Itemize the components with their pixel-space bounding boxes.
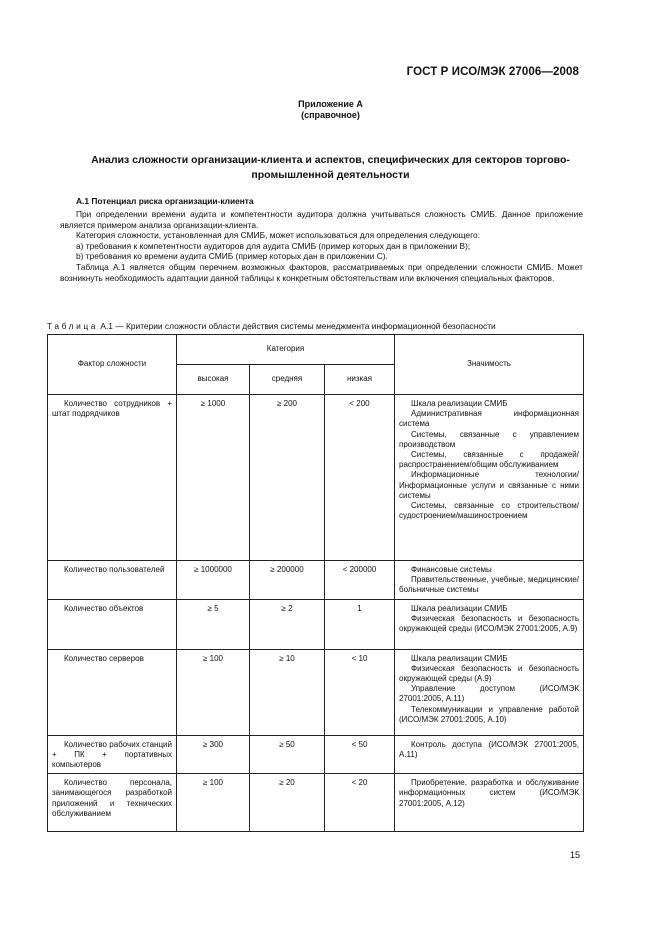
header-low: низкая (325, 365, 395, 395)
medium-value: ≥ 50 (250, 735, 325, 774)
medium-value: ≥ 200 (250, 395, 325, 561)
significance-item: Финансовые системы (411, 565, 492, 574)
low-value: < 200000 (325, 561, 395, 600)
low-value: 1 (325, 599, 395, 649)
factor-cell: Количество рабочих станций + ПК + портативных компьютеров (48, 735, 177, 774)
significance-cell (395, 735, 584, 774)
medium-value: ≥ 2 (250, 599, 325, 649)
low-value: < 50 (325, 735, 395, 774)
high-value: ≥ 100 (177, 649, 250, 735)
significance-item: Системы, связанные со строительством/судостроением/машиностроением (399, 501, 579, 521)
factor-cell: Количество пользователей (48, 561, 177, 600)
significance-item: Системы, связанные с продажей/распространением/общим обслуживанием (399, 450, 579, 470)
table-caption-word: Таблица (47, 321, 99, 331)
page-number: 15 (570, 850, 581, 860)
significance-item: Телекоммуникации и управление работой (ИСО/МЭК 27001:2005, А.10) (399, 704, 579, 724)
significance-item: Шкала реализации СМИБ (411, 603, 508, 613)
significance-item: Контроль доступа (ИСО/МЭК 27001:2005, А.11) (399, 739, 579, 759)
table-row (48, 395, 584, 561)
annex-type: (справочное) (301, 110, 360, 120)
header-medium: средняя (250, 365, 325, 395)
significance-cell (395, 395, 584, 561)
factor-cell: Количество сотрудников + штат подрядчиков (48, 395, 177, 561)
significance-item: Системы, связанные с управлением производством (399, 429, 579, 449)
significance-item: Шкала реализации СМИБ (411, 399, 508, 408)
high-value: ≥ 1000 (177, 395, 250, 561)
table-row (48, 561, 584, 600)
table-caption-text: А.1 — Критерии сложности области действия системы менеджмента информационной безопасности (100, 321, 496, 331)
medium-value: ≥ 20 (250, 774, 325, 832)
paragraph: b) требования ко времени аудита СМИБ (пример которых дан в приложении C). (76, 251, 388, 262)
paragraph: Таблица А.1 является общим перечнем возможных факторов, рассматриваемых при определении сложности СМИБ. Может возникнуть необходимость адаптации данной таблицы к конкретным обстоятельствам или включения специальных факторов. (60, 261, 583, 283)
significance-item: Управление доступом (ИСО/МЭК 27001:2005, А.11) (399, 684, 579, 704)
low-value: < 10 (325, 649, 395, 735)
header-significance: Значимость (395, 335, 584, 395)
table-row (48, 774, 584, 832)
section-heading: А.1 Потенциал риска организации-клиента (76, 196, 254, 206)
significance-item: Административная информационная система (399, 409, 579, 429)
significance-item: Правительственные, учебные, медицинские/больничные системы (399, 575, 579, 595)
factor-cell: Количество объектов (48, 599, 177, 649)
high-value: ≥ 300 (177, 735, 250, 774)
table-caption (47, 321, 496, 331)
significance-item: Информационные технологии/Информационные услуги и связанные с ними системы (399, 470, 579, 500)
significance-cell (395, 599, 584, 649)
high-value: ≥ 1000000 (177, 561, 250, 600)
document-standard-number: ГОСТ Р ИСО/МЭК 27006—2008 (406, 66, 579, 78)
low-value: < 200 (325, 395, 395, 561)
header-factor: Фактор сложности (48, 335, 177, 395)
factor-cell: Количество персонала, занимающегося разработкой приложений и технических обслуживанием (48, 774, 177, 832)
annex-title (0, 99, 661, 121)
significance-item: Приобретение, разработка и обслуживание информационных систем (ИСО/МЭК 27001:2005, А.12) (399, 778, 579, 808)
low-value: < 20 (325, 774, 395, 832)
annex-label: Приложение А (298, 99, 363, 109)
table-row (48, 599, 584, 649)
high-value: ≥ 100 (177, 774, 250, 832)
high-value: ≥ 5 (177, 599, 250, 649)
paragraph: При определении времени аудита и компетентности аудитора должна учитываться сложность СМИБ. Данное приложение является примером анализа организации-клиента. (60, 209, 583, 230)
table-row (48, 735, 584, 774)
body-text (60, 209, 583, 283)
paragraph: a) требования к компетентности аудиторов для аудита СМИБ (пример которых дан в приложении B); (76, 240, 471, 251)
medium-value: ≥ 200000 (250, 561, 325, 600)
significance-cell (395, 774, 584, 832)
significance-item: Физическая безопасность и безопасность окружающей среды (А.9) (399, 663, 579, 684)
significance-item: Шкала реализации СМИБ (411, 653, 508, 663)
header-category: Категория (177, 335, 395, 365)
complexity-criteria-table (47, 334, 584, 832)
factor-cell: Количество серверов (48, 649, 177, 735)
table-row (48, 649, 584, 735)
significance-item: Физическая безопасность и безопасность окружающей среды (ИСО/МЭК 27001:2005, А.9) (399, 613, 579, 634)
header-high: высокая (177, 365, 250, 395)
medium-value: ≥ 10 (250, 649, 325, 735)
main-heading: Анализ сложности организации-клиента и аспектов, специфических для секторов торгово-промышленной деятельности (91, 154, 570, 181)
significance-cell (395, 649, 584, 735)
significance-cell (395, 561, 584, 600)
paragraph: Категория сложности, установленная для СМИБ, может использоваться для определения следующего: (76, 230, 480, 241)
